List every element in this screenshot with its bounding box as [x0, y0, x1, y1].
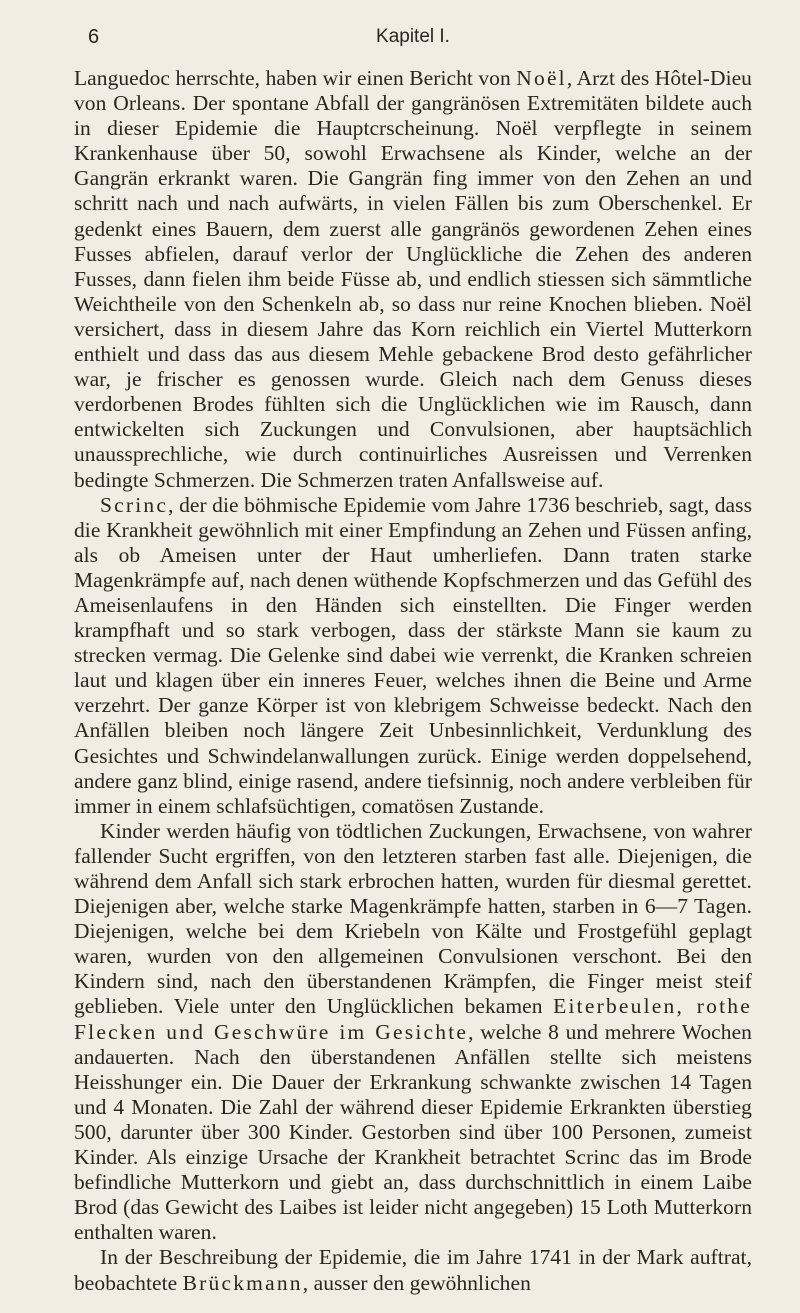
spaced-name-scrinc: Scrinc — [100, 492, 169, 517]
paragraph-noel — [74, 66, 752, 493]
page-number: 6 — [88, 26, 100, 48]
text-run: , welche 8 und mehrere Wochen andauerten. Nach den überstandenen Anfällen stellte sich meistens Heisshunger ein. Die Dauer der Erkrankung schwankte zwischen 14 Tagen und 4 Monaten. Die Zahl der während dieser Epidemie Erkrankten überstieg 500, darunter über 300 Kinder. Gestorben sind über 100 Personen, zumeist Kinder. Als einzige Ursache der Krankheit betrachtet Scrinc das im Brode befindliche Mutterkorn und giebt an, dass durchschnittlich in einem Laibe Brod (das Gewicht des Laibes ist leider nicht angegeben) 15 Loth Mutterkorn enthalten waren. — [74, 1019, 752, 1245]
page-header — [74, 26, 752, 66]
running-head: Kapitel I. — [376, 26, 450, 47]
spaced-emphasis: Eiterbeulen, rothe Flecken und Geschwüre im Gesichte — [74, 994, 752, 1044]
paragraph-brueckmann — [74, 1245, 752, 1295]
body-text — [74, 66, 752, 1296]
spaced-name-noel: Noël — [516, 66, 567, 90]
text-run: Languedoc herrschte, haben wir einen Bericht von — [74, 66, 517, 90]
text-run: Kinder werden häufig von tödtlichen Zuckungen, Erwachsene, von wahrer fallender Sucht ergriffen, von den letzteren starben fast alle. Diejenigen, die während dem Anfall sich stark erbrochen hatten, wurden für diesmal gerettet. Diejenigen aber, welche starke Magenkrämpfe hatten, starben in 6—7 Tagen. Diejenigen, welche bei dem Kriebeln von Kälte und Frostgefühl geplagt waren, wurden von den allgemeinen Convulsionen verschont. Bei den Kindern sind, nach den überstandenen Krämpfen, die Finger meist steif geblieben. Viele unter den Unglücklichen bekamen — [74, 818, 752, 1019]
text-run: , ausser den gewöhnlichen — [302, 1270, 531, 1295]
text-run: In der Beschreibung der Epidemie, die im Jahre 1741 in der Mark auftrat, beobachtete — [74, 1245, 752, 1295]
spaced-name-brueckmann: Brückmann — [182, 1270, 303, 1295]
text-run: , der die böhmische Epidemie vom Jahre 1736 beschrieb, sagt, dass die Krankheit gewöhnlich mit einer Empfindung an Zehen und Füssen anfing, als ob Ameisen unter der Haut umherliefen. Dann traten starke Magenkrämpfe auf, nach denen wüthende Kopfschmerzen und das Gefühl des Ameisenlaufens in den Händen sich einstellten. Die Finger werden krampfhaft und so stark verbogen, dass der stärkste Mann sie kaum zu strecken vermag. Die Gelenke sind dabei wie verrenkt, die Kranken schreien laut und klagen über ein inneres Feuer, welches ihnen die Beine und Arme verzehrt. Der ganze Körper ist von klebrigem Schweisse bedeckt. Nach den Anfällen bleiben noch längere Zeit Unbesinnlichkeit, Verdunklung des Gesichtes und Schwindelanwallungen zurück. Einige werden doppelsehend, andere ganz blind, einige rasend, andere tiefsinnig, noch andere verbleiben für immer in einem schlafsüchtigen, comatösen Zustande. — [74, 492, 752, 818]
paragraph-kinder — [74, 819, 752, 1246]
text-run: , Arzt des Hôtel-Dieu von Orleans. Der spontane Abfall der gangränösen Extremitäten bildete auch in dieser Epidemie die Hauptcrscheinung. Noël verpflegte in seinem Krankenhause über 50, sowohl Erwachsene als Kinder, welche an der Gangrän erkrankt waren. Die Gangrän fing immer von den Zehen an und schritt nach und nach aufwärts, in vielen Fällen bis zum Oberschenkel. Er gedenkt eines Bauern, dem zuerst alle gangränös gewordenen Zehen eines Fusses abfielen, darauf verlor der Unglückliche die Zehen des anderen Fusses, dann fielen ihm beide Füsse ab, und endlich stiessen sich sämmtliche Weichtheile von den Schenkeln ab, so dass nur reine Knochen blieben. Noël versichert, dass in diesem Jahre das Korn reichlich ein Viertel Mutterkorn enthielt und dass das aus diesem Mehle gebackene Brod desto gefährlicher war, je frischer es genossen wurde. Gleich nach dem Genuss dieses verdorbenen Brodes fühlten sich die Unglücklichen wie im Rausch, dann entwickelten sich Zuckungen und Convulsionen, aber hauptsächlich unaussprechliche, wie durch continuirliches Ausreissen und Verrenken bedingte Schmerzen. Die Schmerzen traten Anfallsweise auf. — [74, 66, 752, 492]
paragraph-scrinc — [74, 493, 752, 819]
